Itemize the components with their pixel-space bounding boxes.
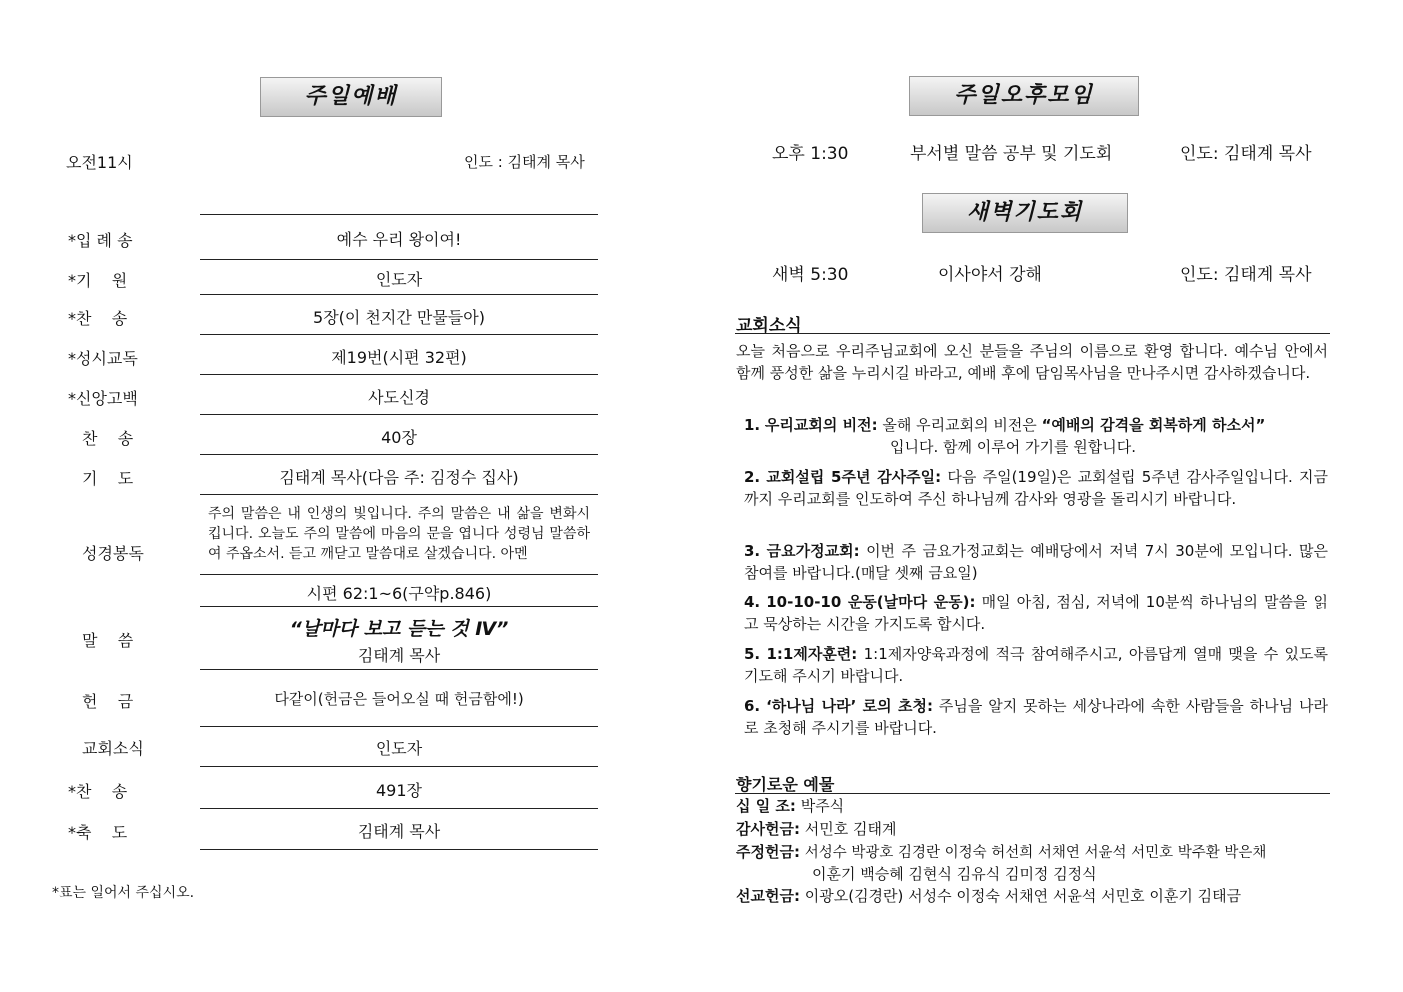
table-line — [200, 214, 598, 215]
offering-heading: 향기로운 예물 — [736, 775, 835, 794]
offering-label: 선교헌금: — [736, 887, 800, 905]
order-value: 김태계 목사(다음 주: 김정수 집사) — [279, 468, 519, 487]
table-line — [200, 494, 598, 495]
news-item — [744, 540, 1328, 584]
table-line — [200, 808, 598, 809]
offering-names: 박주식 — [800, 797, 845, 815]
order-value: 인도자 — [375, 739, 423, 758]
order-value: 40장 — [381, 428, 417, 447]
news-intro: 오늘 처음으로 우리주님교회에 오신 분들을 주님의 이름으로 환영 합니다. 예수님 안에서 함께 풍성한 삶을 누리시길 바라고, 예배 후에 담임목사님을 만나주시면 감사하겠습니다. — [736, 342, 1328, 382]
table-line — [200, 454, 598, 455]
dawn-desc: 이사야서 강해 — [938, 265, 1042, 285]
news-item — [744, 643, 1328, 687]
order-value: 제19번(시편 32편) — [331, 348, 467, 367]
order-value: 예수 우리 왕이여! — [336, 230, 462, 249]
worship-title: 주일예배 — [260, 77, 442, 117]
table-line — [200, 574, 598, 575]
news-item-text: 주님을 알지 못하는 세상나라에 속한 사람들을 하나님 나라로 초청해 주시기를 바랍니다. — [744, 697, 1328, 737]
order-label: *찬 송 — [68, 309, 128, 328]
table-line — [200, 766, 598, 767]
table-line — [200, 374, 598, 375]
news-divider — [735, 333, 1330, 334]
table-line — [200, 669, 598, 670]
standing-note: *표는 일어서 주십시오. — [52, 885, 195, 901]
dawn-title: 새벽기도회 — [922, 193, 1128, 233]
afternoon-time: 오후 1:30 — [772, 144, 849, 164]
news-item-num: 6. — [744, 697, 761, 715]
news-item-num: 3. — [744, 542, 761, 560]
worship-time: 오전11시 — [66, 153, 133, 172]
offering-divider — [735, 793, 1330, 794]
news-item-text: 올해 우리교회의 비전은 — [882, 416, 1042, 434]
offering-names: 서성수 박광호 김경란 이정숙 허선희 서채연 서윤석 서민호 박주환 박은채 — [804, 845, 1267, 861]
news-item-text: 매일 아침, 점심, 저녁에 10분씩 하나님의 말씀을 읽고 묵상하는 시간을 가지도록 합시다. — [744, 593, 1328, 633]
news-item-head: 교회설립 5주년 감사주일: — [766, 468, 942, 486]
news-item — [744, 695, 1328, 739]
offering-names: 서민호 김태계 — [804, 820, 897, 838]
news-item-emphasis: “예배의 감격을 회복하게 하소서” — [1041, 416, 1266, 434]
news-item-head: ‘하나님 나라’ 로의 초청: — [766, 697, 933, 715]
offering-row — [736, 885, 1241, 907]
order-value: 다같이(헌금은 들어오실 때 헌금함에!) — [274, 690, 524, 708]
news-item-head: 1:1제자훈련: — [766, 645, 858, 663]
order-label: 교회소식 — [82, 739, 144, 758]
news-item-text: 1:1제자양육과정에 적극 참여해주시고, 아름답게 열매 맺을 수 있도록 기도해 주시기 바랍니다. — [744, 645, 1328, 685]
offering-label: 십 일 조: — [736, 797, 796, 815]
order-value: 인도자 — [375, 270, 423, 289]
order-label: *찬 송 — [68, 782, 128, 801]
order-value: 사도신경 — [368, 388, 430, 407]
news-item-text-cont: 입니다. 함께 이루어 가기를 원합니다. — [890, 438, 1136, 456]
order-label: *축 도 — [68, 823, 128, 842]
afternoon-leader: 인도: 김태계 목사 — [1180, 144, 1312, 164]
news-heading: 교회소식 — [736, 316, 802, 336]
order-label: 찬 송 — [82, 429, 134, 448]
order-label: 말 씀 — [82, 631, 134, 650]
offering-row-cont — [812, 863, 1097, 885]
order-value: 5장(이 천지간 만물들아) — [313, 308, 485, 327]
table-line — [200, 294, 598, 295]
sermon-title: “날마다 보고 듣는 것 Ⅳ” — [289, 618, 509, 640]
offering-names: 이광오(김경란) 서성수 이정숙 서채연 서윤석 서민호 이훈기 김태금 — [804, 887, 1242, 905]
table-line — [200, 259, 598, 260]
news-item — [744, 466, 1328, 510]
worship-leader: 인도 : 김태계 목사 — [464, 153, 585, 171]
order-label: 기 도 — [82, 469, 134, 488]
offering-label: 감사헌금: — [736, 820, 800, 838]
offering-row — [736, 841, 1266, 864]
news-item-num: 4. — [744, 593, 761, 611]
news-item-num: 2. — [744, 468, 761, 486]
table-line — [200, 334, 598, 335]
scripture-prayer: 주의 말씀은 내 인생의 빛입니다. 주의 말씀은 내 삶을 변화시킵니다. 오늘도 주의 말씀에 마음의 문을 엽니다 성령님 말씀하여 주옵소서. 듣고 깨닫고 말씀대로 살겠습니다. 아멘 — [208, 506, 590, 562]
news-item-text: 다음 주일(19일)은 교회설립 5주년 감사주일입니다. 지금까지 우리교회를 인도하여 주신 하나님께 감사와 영광을 돌리시기 바랍니다. — [744, 468, 1328, 508]
order-value: 491장 — [376, 781, 422, 800]
offering-names: 이훈기 백승혜 김현식 김유식 김미정 김정식 — [812, 865, 1097, 883]
order-label: *성시교독 — [68, 349, 138, 368]
table-line — [200, 849, 598, 850]
table-line — [200, 726, 598, 727]
order-label: *신앙고백 — [68, 389, 138, 408]
order-value: 김태계 목사 — [357, 822, 441, 841]
order-label: *입 례 송 — [68, 231, 133, 250]
news-item-head: 우리교회의 비전: — [764, 416, 878, 434]
offering-row — [736, 818, 896, 840]
news-item — [744, 414, 1328, 458]
dawn-time: 새벽 5:30 — [772, 265, 849, 285]
news-item — [744, 591, 1328, 635]
scripture-reference: 시편 62:1~6(구약p.846) — [306, 584, 492, 603]
afternoon-title: 주일오후모임 — [909, 76, 1139, 116]
news-item-num: 1. — [744, 416, 761, 434]
news-item-head: 금요가정교회: — [766, 542, 860, 560]
order-label: *기 원 — [68, 271, 128, 290]
sermon-preacher: 김태계 목사 — [357, 646, 441, 665]
dawn-leader: 인도: 김태계 목사 — [1180, 265, 1312, 285]
order-label: 헌 금 — [82, 692, 134, 711]
order-label: 성경봉독 — [82, 544, 144, 563]
news-item-text: 이번 주 금요가정교회는 예배당에서 저녁 7시 30분에 모입니다. 많은 참여를 바랍니다.(매달 셋째 금요일) — [744, 542, 1328, 582]
news-item-num: 5. — [744, 645, 761, 663]
table-line — [200, 414, 598, 415]
offering-label: 주정헌금: — [736, 843, 800, 861]
afternoon-desc: 부서별 말씀 공부 및 기도회 — [910, 144, 1113, 164]
news-item-head: 10-10-10 운동(날마다 운동): — [766, 593, 976, 611]
table-line — [200, 606, 598, 607]
offering-row — [736, 795, 844, 817]
